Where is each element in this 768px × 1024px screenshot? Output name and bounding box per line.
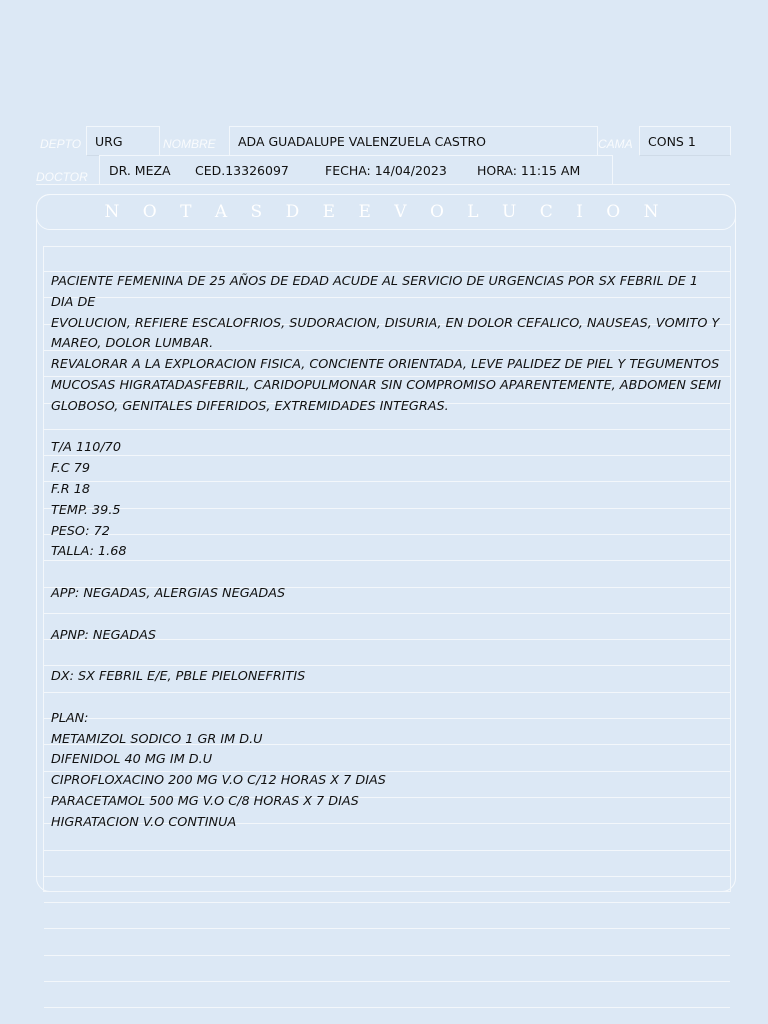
- doctor-field: [99, 155, 613, 185]
- note-line: [51, 646, 723, 667]
- cedula: CED.13326097: [195, 162, 289, 178]
- note-line: TALLA: 1.68: [51, 544, 127, 560]
- doctor-name: DR. MEZA: [109, 162, 171, 178]
- note-line: TEMP. 39.5: [51, 502, 121, 518]
- nombre-label: NOMBRE: [163, 137, 216, 151]
- fecha: FECHA: 14/04/2023: [325, 162, 447, 178]
- hora: HORA: 11:15 AM: [477, 162, 581, 178]
- note-line: T/A 110/70: [51, 440, 121, 456]
- ruled-line: [44, 928, 730, 929]
- note-line: METAMIZOL SODICO 1 GR IM D.U: [51, 731, 263, 747]
- ruled-line: [44, 902, 730, 903]
- note-line: PARACETAMOL 500 MG V.O C/8 HORAS X 7 DIAS: [51, 793, 359, 809]
- note-line: PLAN:: [51, 710, 89, 726]
- note-line: GLOBOSO, GENITALES DIFERIDOS, EXTREMIDADES INTEGRAS.: [51, 398, 449, 414]
- header-divider: [36, 184, 730, 185]
- cama-field: [639, 126, 731, 156]
- note-line: [51, 418, 723, 439]
- note-line: [51, 605, 723, 626]
- note-line: PACIENTE FEMENINA DE 25 AÑOS DE EDAD ACUDE AL SERVICIO DE URGENCIAS POR SX FEBRIL DE 1 DIA DE: [51, 274, 703, 310]
- nombre-value: ADA GUADALUPE VALENZUELA CASTRO: [238, 133, 486, 149]
- note-line: APNP: NEGADAS: [51, 627, 156, 643]
- note-line: DX: SX FEBRIL E/E, PBLE PIELONEFRITIS: [51, 669, 306, 685]
- cama-label: CAMA: [598, 137, 633, 151]
- note-line: [51, 563, 723, 584]
- section-title: N O T A S D E E V O L U C I O N: [36, 194, 736, 230]
- note-line: F.R 18: [51, 481, 91, 497]
- note-line: PESO: 72: [51, 523, 110, 539]
- note-line: HIGRATACION V.O CONTINUA: [51, 814, 237, 830]
- ruled-line: [44, 876, 730, 877]
- note-line: DIFENIDOL 40 MG IM D.U: [51, 752, 213, 768]
- ruled-line: [44, 1007, 730, 1008]
- depto-value: URG: [95, 133, 123, 149]
- nombre-field: [229, 126, 598, 156]
- ruled-line: [44, 850, 730, 851]
- ruled-line: [44, 981, 730, 982]
- ruled-line: [44, 955, 730, 956]
- note-line: MUCOSAS HIGRATADASFEBRIL, CARIDOPULMONAR SIN COMPROMISO APARENTEMENTE, ABDOMEN SEMI: [51, 377, 722, 393]
- note-line: APP: NEGADAS, ALERGIAS NEGADAS: [51, 585, 286, 601]
- note-line: EVOLUCION, REFIERE ESCALOFRIOS, SUDORACION, DISURIA, EN DOLOR CEFALICO, NAUSEAS, VOMITO Y: [51, 315, 720, 331]
- doctor-label: DOCTOR: [36, 170, 88, 184]
- note-line: CIPROFLOXACINO 200 MG V.O C/12 HORAS X 7 DIAS: [51, 773, 386, 789]
- note-line: F.C 79: [51, 461, 91, 477]
- depto-field: [86, 126, 160, 156]
- evolution-notes: [51, 272, 723, 834]
- note-line: REVALORAR A LA EXPLORACION FISICA, CONCIENTE ORIENTADA, LEVE PALIDEZ DE PIEL Y TEGUMENTOS: [51, 357, 720, 373]
- depto-label: DEPTO: [40, 137, 82, 151]
- note-line: MAREO, DOLOR LUMBAR.: [51, 336, 214, 352]
- cama-value: CONS 1: [648, 133, 696, 149]
- note-line: [51, 688, 723, 709]
